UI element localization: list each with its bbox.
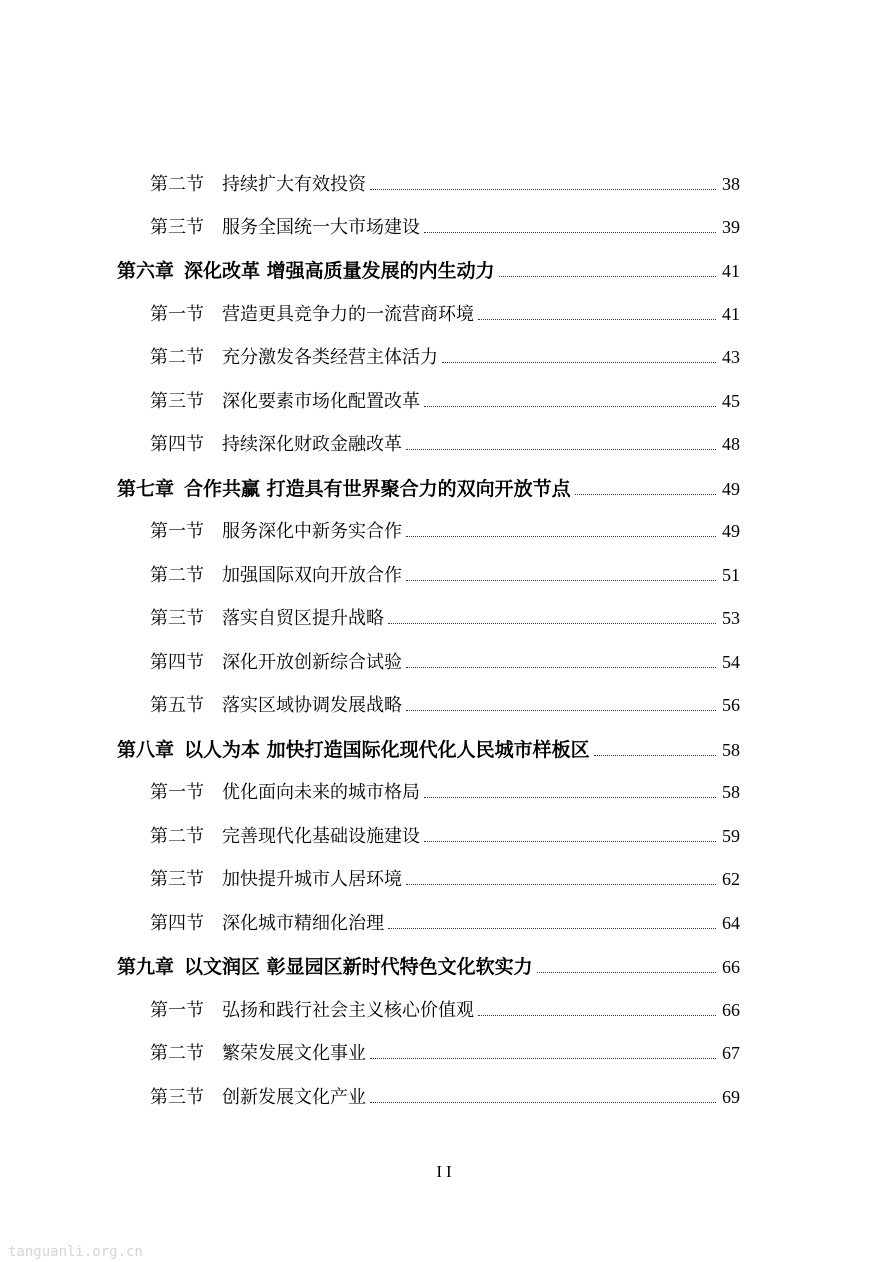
toc-page-number: 43 [722, 347, 740, 367]
toc-entry [150, 517, 740, 543]
toc-entry-label: 第一节 服务深化中新务实合作 [150, 521, 402, 542]
dot-leader [406, 579, 716, 581]
dot-leader [575, 493, 716, 495]
dot-leader [370, 1101, 716, 1103]
dot-leader [594, 754, 716, 756]
toc-chapter-entry [117, 256, 740, 283]
toc-entry-label: 第四节 深化开放创新综合试验 [150, 652, 402, 673]
toc-page-number: 58 [722, 740, 740, 760]
toc-page-number: 49 [722, 521, 740, 541]
dot-leader [370, 188, 716, 190]
toc-page-number: 69 [722, 1087, 740, 1107]
dot-leader [370, 1057, 716, 1059]
toc-chapter-label: 第七章 合作共赢 打造具有世界聚合力的双向开放节点 [117, 478, 571, 500]
toc-entry-label: 第三节 服务全国统一大市场建设 [150, 217, 420, 238]
toc-chapter-entry [117, 474, 740, 501]
dot-leader [388, 927, 716, 929]
dot-leader [406, 666, 716, 668]
toc-entry-label: 第二节 持续扩大有效投资 [150, 174, 366, 195]
toc-entry-label: 第二节 充分激发各类经营主体活力 [150, 347, 438, 368]
toc-entry [150, 430, 740, 456]
toc-page-number: 48 [722, 434, 740, 454]
toc-page-number: 54 [722, 652, 740, 672]
toc-page-number: 49 [722, 479, 740, 499]
toc-page-number: 67 [722, 1043, 740, 1063]
toc-page-number: 62 [722, 869, 740, 889]
toc-entry [150, 865, 740, 891]
toc-chapter-entry [117, 735, 740, 762]
toc-page-number: 38 [722, 174, 740, 194]
toc-entry-label: 第一节 营造更具竞争力的一流营商环境 [150, 304, 474, 325]
dot-leader [406, 535, 716, 537]
toc-entry [150, 604, 740, 630]
toc-chapter-label: 第九章 以文润区 彰显园区新时代特色文化软实力 [117, 956, 533, 978]
dot-leader [424, 840, 716, 842]
toc-entry-label: 第四节 深化城市精细化治理 [150, 913, 384, 934]
toc-page-number: 58 [722, 782, 740, 802]
dot-leader [406, 709, 716, 711]
toc-entry-label: 第二节 繁荣发展文化事业 [150, 1043, 366, 1064]
toc-entry-label: 第三节 创新发展文化产业 [150, 1087, 366, 1108]
toc-entry [150, 778, 740, 804]
dot-leader [406, 883, 716, 885]
toc-entry-label: 第三节 深化要素市场化配置改革 [150, 391, 420, 412]
page-number: II [436, 1162, 456, 1181]
toc-chapter-label: 第八章 以人为本 加快打造国际化现代化人民城市样板区 [117, 739, 590, 761]
toc-page-number: 39 [722, 217, 740, 237]
toc-entry [150, 691, 740, 717]
watermark: tanguanli.org.cn [8, 1244, 143, 1260]
toc-entry [150, 1039, 740, 1065]
toc-entry-label: 第三节 落实自贸区提升战略 [150, 608, 384, 629]
toc-entry [150, 822, 740, 848]
toc-entry-label: 第一节 优化面向未来的城市格局 [150, 782, 420, 803]
toc-page-number: 53 [722, 608, 740, 628]
dot-leader [537, 971, 716, 973]
dot-leader [424, 405, 716, 407]
toc-entry [150, 343, 740, 369]
toc-page-number: 59 [722, 826, 740, 846]
toc-entry-label: 第三节 加快提升城市人居环境 [150, 869, 402, 890]
dot-leader [424, 231, 716, 233]
toc-page-number: 56 [722, 695, 740, 715]
toc-page-number: 66 [722, 957, 740, 977]
toc-entry [150, 387, 740, 413]
toc-page-number: 41 [722, 304, 740, 324]
toc-entry-label: 第四节 持续深化财政金融改革 [150, 434, 402, 455]
dot-leader [499, 275, 716, 277]
toc-page-number: 66 [722, 1000, 740, 1020]
toc-chapter-entry [117, 952, 740, 979]
toc-entry [150, 300, 740, 326]
dot-leader [406, 448, 716, 450]
dot-leader [424, 796, 716, 798]
toc-entry-label: 第二节 加强国际双向开放合作 [150, 565, 402, 586]
toc-entry [150, 213, 740, 239]
toc-page-number: 41 [722, 261, 740, 281]
toc-chapter-label: 第六章 深化改革 增强高质量发展的内生动力 [117, 260, 495, 282]
toc-entry-label: 第一节 弘扬和践行社会主义核心价值观 [150, 1000, 474, 1021]
toc-entry [150, 996, 740, 1022]
toc-entry-label: 第二节 完善现代化基础设施建设 [150, 826, 420, 847]
toc-page-number: 51 [722, 565, 740, 585]
toc-entry [150, 909, 740, 935]
toc-page-number: 45 [722, 391, 740, 411]
toc-entry [150, 1083, 740, 1109]
toc-entry [150, 170, 740, 196]
toc-entry [150, 561, 740, 587]
dot-leader [478, 1014, 716, 1016]
toc-page-number: 64 [722, 913, 740, 933]
dot-leader [388, 622, 716, 624]
dot-leader [442, 361, 716, 363]
toc-entry [150, 648, 740, 674]
toc-entry-label: 第五节 落实区域协调发展战略 [150, 695, 402, 716]
dot-leader [478, 318, 716, 320]
